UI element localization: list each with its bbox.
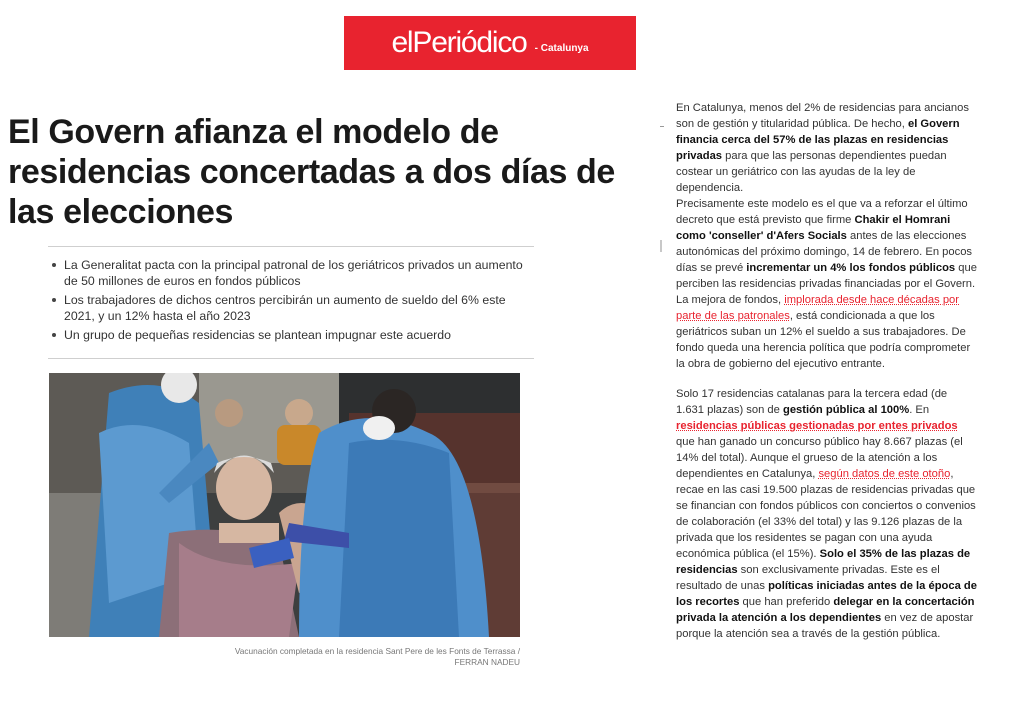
article-summary — [48, 246, 534, 359]
body-text: , recae en las casi 19.500 plazas de residencias privadas que se financian con fondos públicos con conciertos o convenios de colaboración (el 33% del total) y las 9.126 plazas de la privada que los residentes se pagan con una ayuda económica pública (el 15%). — [676, 468, 976, 560]
logo-edition-text: - Catalunya — [534, 42, 589, 54]
article-paragraph — [676, 100, 978, 372]
article-link[interactable]: residencias públicas gestionadas por entes privados — [676, 420, 958, 432]
body-text: que han preferido — [739, 596, 834, 608]
article-headline: El Govern afianza el modelo de residencias concertadas a dos días de las elecciones — [8, 113, 615, 231]
article-link[interactable]: según datos de este otoño — [818, 468, 951, 480]
body-text: en vez de apostar porque la atención sea a través de la gestión pública. — [676, 612, 974, 640]
body-text: Precisamente este modelo es el que va a reforzar el último decreto que está previsto que firme — [676, 198, 968, 226]
body-emphasis: incrementar un 4% los fondos públicos — [746, 262, 956, 274]
summary-item: La Generalitat pacta con la principal patronal de los geriátricos privados un aumento de 50 millones de euros en fondos públicos — [48, 257, 534, 289]
edge-mark — [660, 240, 662, 252]
body-emphasis: políticas iniciadas antes de la época de los recortes — [676, 580, 977, 608]
body-emphasis: el Govern financia cerca del 57% de las plazas en residencias privadas — [676, 118, 960, 162]
photo-caption — [49, 646, 520, 668]
body-text: , está condicionada a que los geriátricos suban un 12% el sueldo a sus trabajadores. De fondo queda una herencia política que podría comprometer la obra de gobierno del ejecutivo entrante. — [676, 310, 971, 370]
body-text: para que las personas dependientes puedan costear un geriátrico con las ayudas de la ley de dependencia. — [676, 150, 947, 194]
body-text: Solo 17 residencias catalanas para la tercera edad (de 1.631 plazas) son de — [676, 388, 948, 416]
summary-item: Un grupo de pequeñas residencias se plantean impugnar este acuerdo — [48, 327, 534, 343]
summary-item: Los trabajadores de dichos centros percibirán un aumento de sueldo del 6% este 2021, y un 12% hasta el año 2023 — [48, 292, 534, 324]
body-emphasis: Solo el 35% de las plazas de residencias — [676, 548, 971, 576]
body-text: antes de las elecciones autonómicas del próximo domingo, 14 de febrero. En pocos días se prevé — [676, 230, 973, 274]
body-text: que perciben las residencias privadas financiadas por el Govern. La mejora de fondos, — [676, 262, 977, 306]
caption-credit: FERRAN NADEU — [454, 657, 520, 667]
article-paragraph — [676, 386, 978, 642]
article-photo[interactable] — [49, 373, 520, 637]
caption-description: Vacunación completada en la residencia Sant Pere de les Fonts de Terrassa / — [234, 646, 520, 656]
body-text: . En — [909, 404, 930, 416]
body-emphasis: Chakir el Homrani como 'conseller' d'Afers Socials — [676, 214, 951, 242]
body-text: que han ganado un concurso público hay 8.667 plazas (el 14% del total). Aunque el grueso de la atención a los dependientes en Catalunya, — [676, 436, 963, 480]
article-link[interactable]: implorada desde hace décadas por parte de las patronales — [676, 294, 959, 322]
body-text: En Catalunya, menos del 2% de residencias para ancianos son de gestión y titularidad pública. De hecho, — [676, 102, 969, 130]
body-emphasis: delegar en la concertación privada la atención a los dependientes — [676, 596, 975, 624]
newspaper-logo[interactable] — [344, 16, 636, 70]
body-text: son exclusivamente privadas. Este es el resultado de unas — [676, 564, 940, 592]
vaccination-photo-illustration — [49, 373, 520, 637]
edge-mark — [660, 126, 664, 127]
body-emphasis: gestión pública al 100% — [782, 404, 910, 416]
logo-brand-text: elPeriódico — [391, 26, 527, 59]
article-body — [676, 100, 978, 642]
